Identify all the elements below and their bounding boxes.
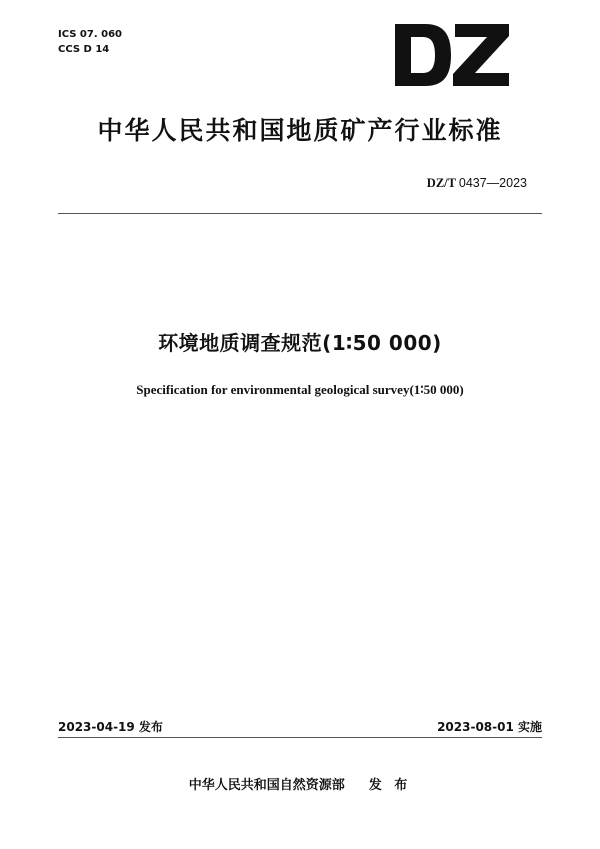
issue-date: 2023-04-19 发布 (58, 720, 163, 734)
publisher (0, 774, 600, 793)
implementation-date: 2023-08-01 实施 (437, 720, 542, 734)
ccs-code: CCS D 14 (58, 44, 110, 55)
top-divider (58, 213, 542, 214)
document-title-en: Specification for environmental geological survey(1∶50 000) (136, 382, 464, 397)
ics-code: ICS 07. 060 (58, 29, 122, 40)
publisher-name: 中华人民共和国自然资源部 (188, 778, 345, 793)
dz-logo (393, 22, 511, 88)
standard-prefix: DZ/T (426, 176, 456, 190)
bottom-divider (58, 737, 542, 738)
publisher-label: 发 布 (368, 778, 412, 793)
org-title: 中华人民共和国地质矿产行业标准 (97, 116, 503, 145)
document-title-cn: 环境地质调查规范(1∶50 000) (158, 331, 442, 355)
standard-code: 0437—2023 (458, 176, 527, 190)
standard-number (427, 176, 527, 191)
